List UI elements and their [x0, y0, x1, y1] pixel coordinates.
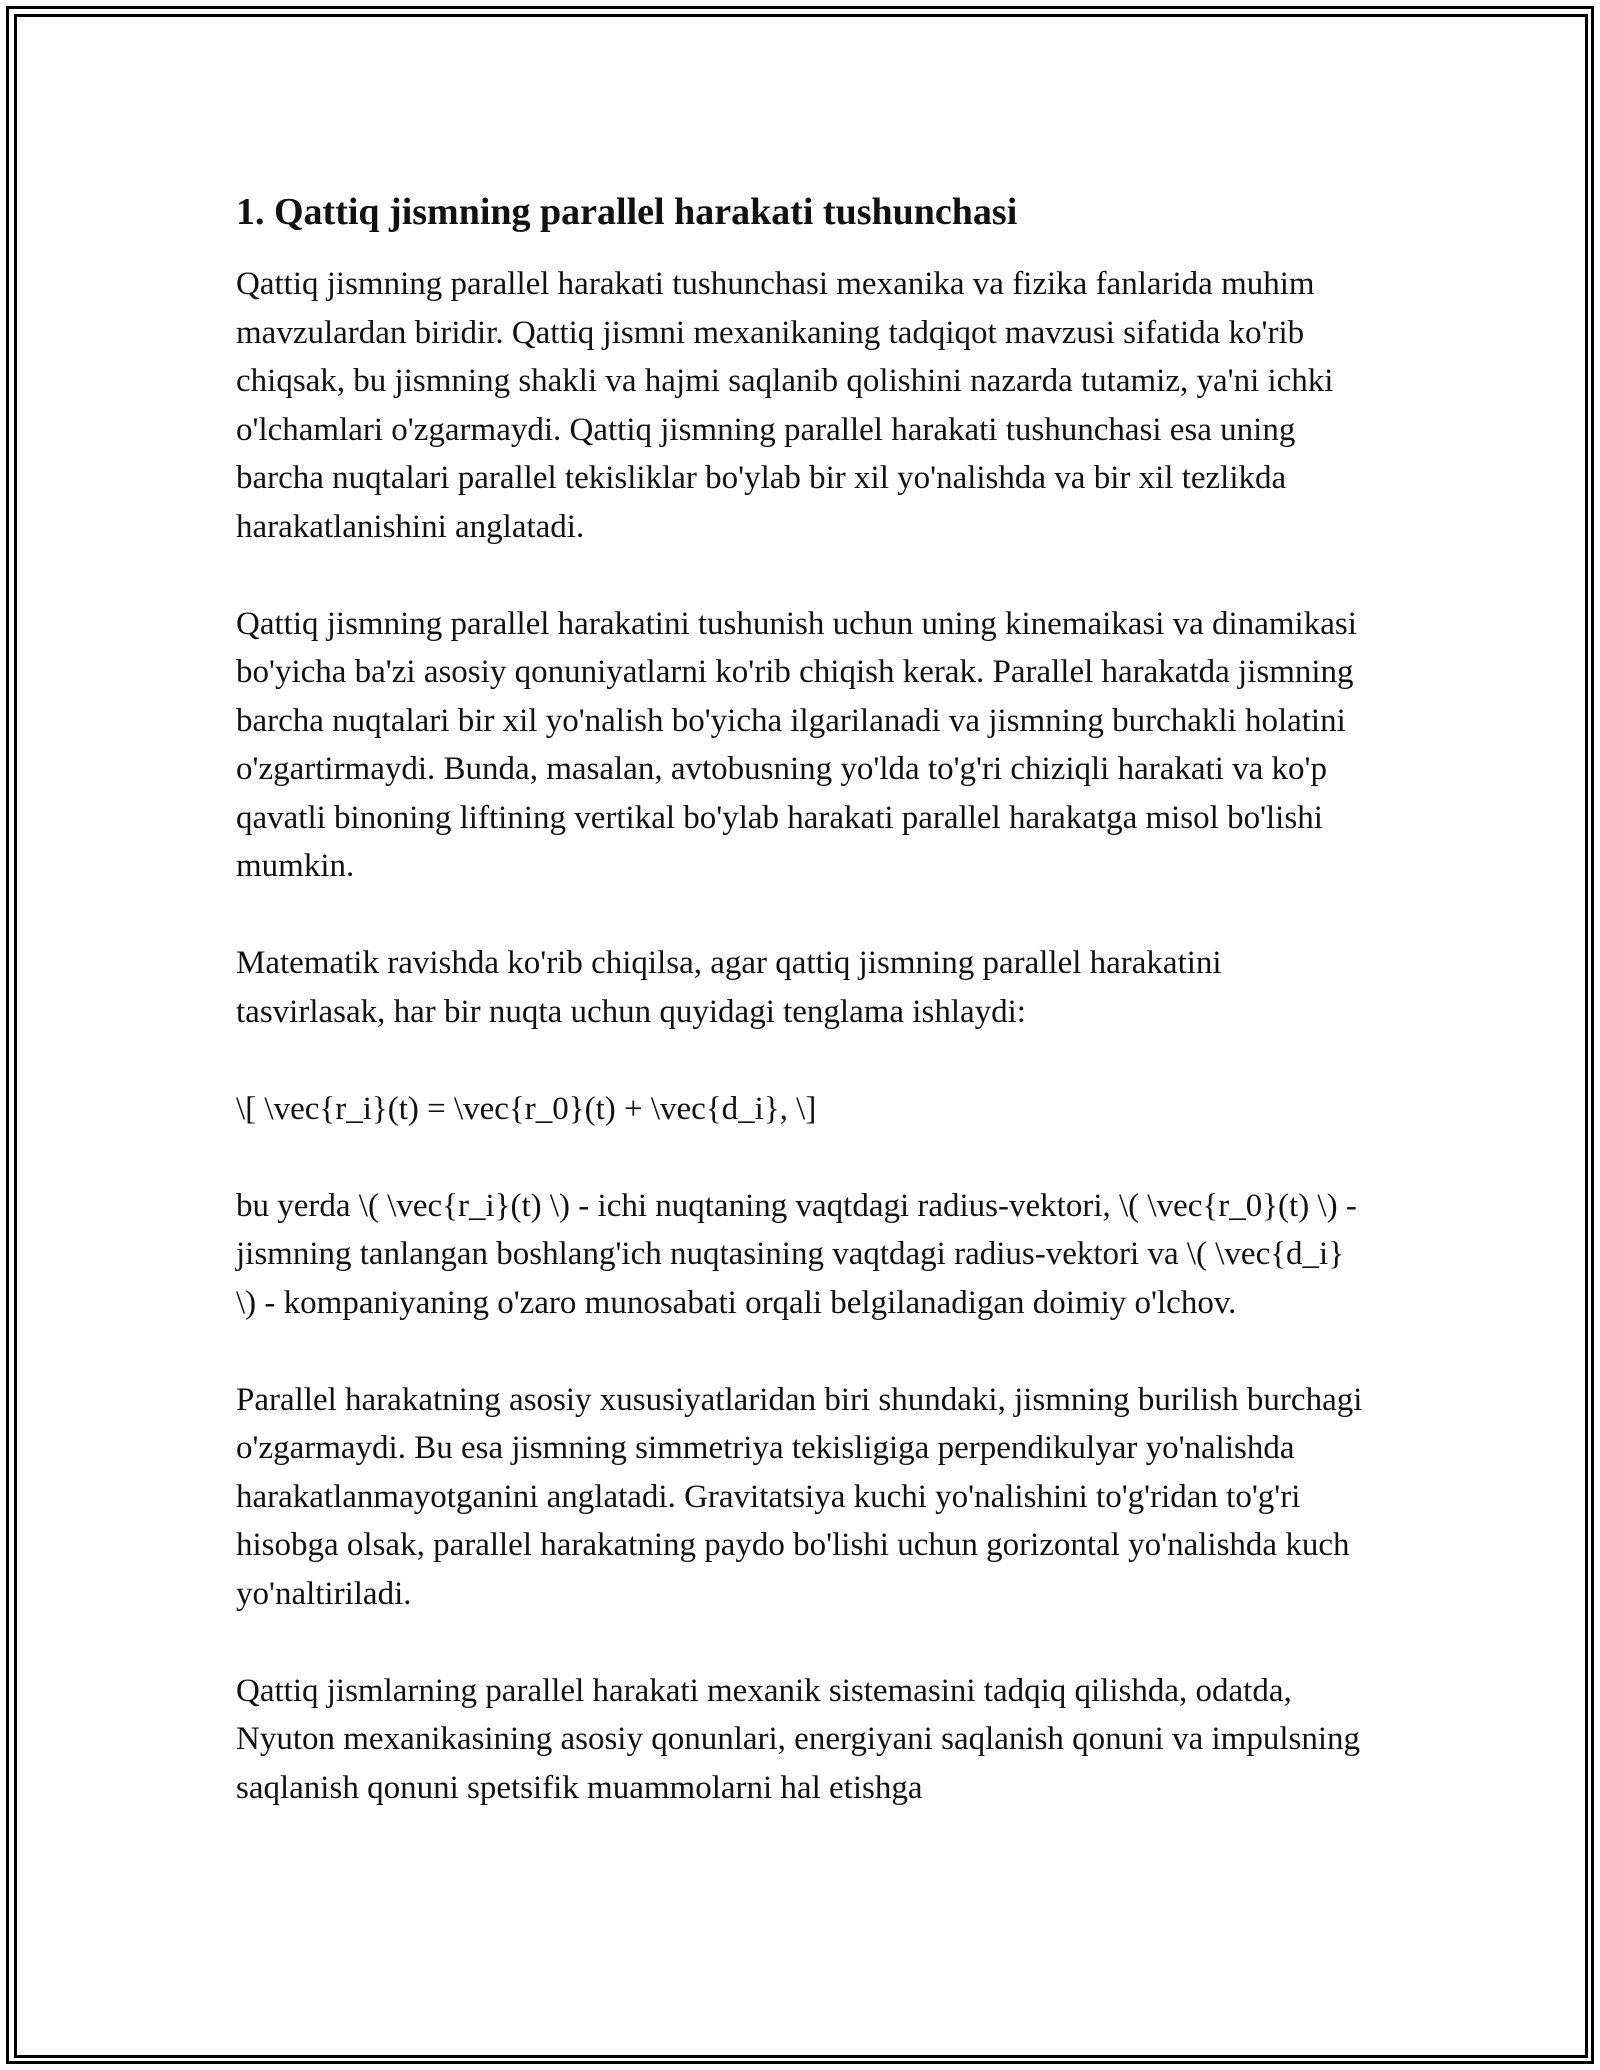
paragraph-math-intro: Matematik ravishda ko'rib chiqilsa, agar qattiq jismning parallel harakatini tasvirlasak, har bir nuqta uchun quyidagi tenglama ishlaydi: — [236, 945, 1222, 1030]
paragraph-kinematics: Qattiq jismning parallel harakatini tushunish uchun uning kinemaikasi va dinamikasi bo'yicha ba'zi asosiy qonuniyatlarni ko'rib chiqish kerak. Parallel harakatda jismning barcha nuqtalari bir xil yo'nalish bo'yicha ilgarilanadi va jismning burchakli holatini o'zgartirmaydi. Bunda, masalan, avtobusning yo'lda to'g'ri chiziqli harakati va ko'p qavatli binoning liftining vertikal bo'ylab harakati parallel harakatga misol bo'lishi mumkin. — [236, 605, 1357, 884]
equation-line: \[ \vec{r_i}(t) = \vec{r_0}(t) + \vec{d_i}, \] — [236, 1090, 817, 1127]
paragraph-definitions: bu yerda \( \vec{r_i}(t) \) - ichi nuqtaning vaqtdagi radius-vektori, \( \vec{r_0}(t) \) - jismning tanlangan boshlang'ich nuqtasining vaqtdagi radius-vektori va \( \vec{d_i} \) - kompaniyaning o'zaro munosabati orqali belgilanadigan doimiy o'lchov. — [236, 1187, 1357, 1321]
paragraph-intro: Qattiq jismning parallel harakati tushunchasi mexanika va fizika fanlarida muhim mavzulardan biridir. Qattiq jismni mexanikaning tadqiqot mavzusi sifatida ko'rib chiqsak, bu jismning shakli va hajmi saqlanib qolishini nazarda tutamiz, ya'ni ichki o'lchamlari o'zgarmaydi. Qattiq jismning parallel harakati tushunchasi esa uning barcha nuqtalari parallel tekisliklar bo'ylab bir xil yo'nalishda va bir xil tezlikda harakatlanishini anglatadi. — [236, 266, 1334, 545]
document-body — [236, 186, 1366, 1861]
paragraph-laws: Qattiq jismlarning parallel harakati mexanik sistemasini tadqiq qilishda, odatda, Nyuton mexanikasining asosiy qonunlari, energiyani saqlanish qonuni va impulsning saqlanish qonuni spetsifik muammolarni hal etishga — [236, 1672, 1360, 1806]
paragraph-properties: Parallel harakatning asosiy xususiyatlaridan biri shundaki, jismning burilish burchagi o'zgarmaydi. Bu esa jismning simmetriya tekisligiga perpendikulyar yo'nalishda harakatlanmayotganini anglatadi. Gravitatsiya kuchi yo'nalishini to'g'ridan to'g'ri hisobga olsak, parallel harakatning paydo bo'lishi uchun gorizontal yo'nalishda kuch yo'naltiriladi. — [236, 1381, 1363, 1612]
section-heading: 1. Qattiq jismning parallel harakati tushunchasi — [236, 191, 1018, 233]
